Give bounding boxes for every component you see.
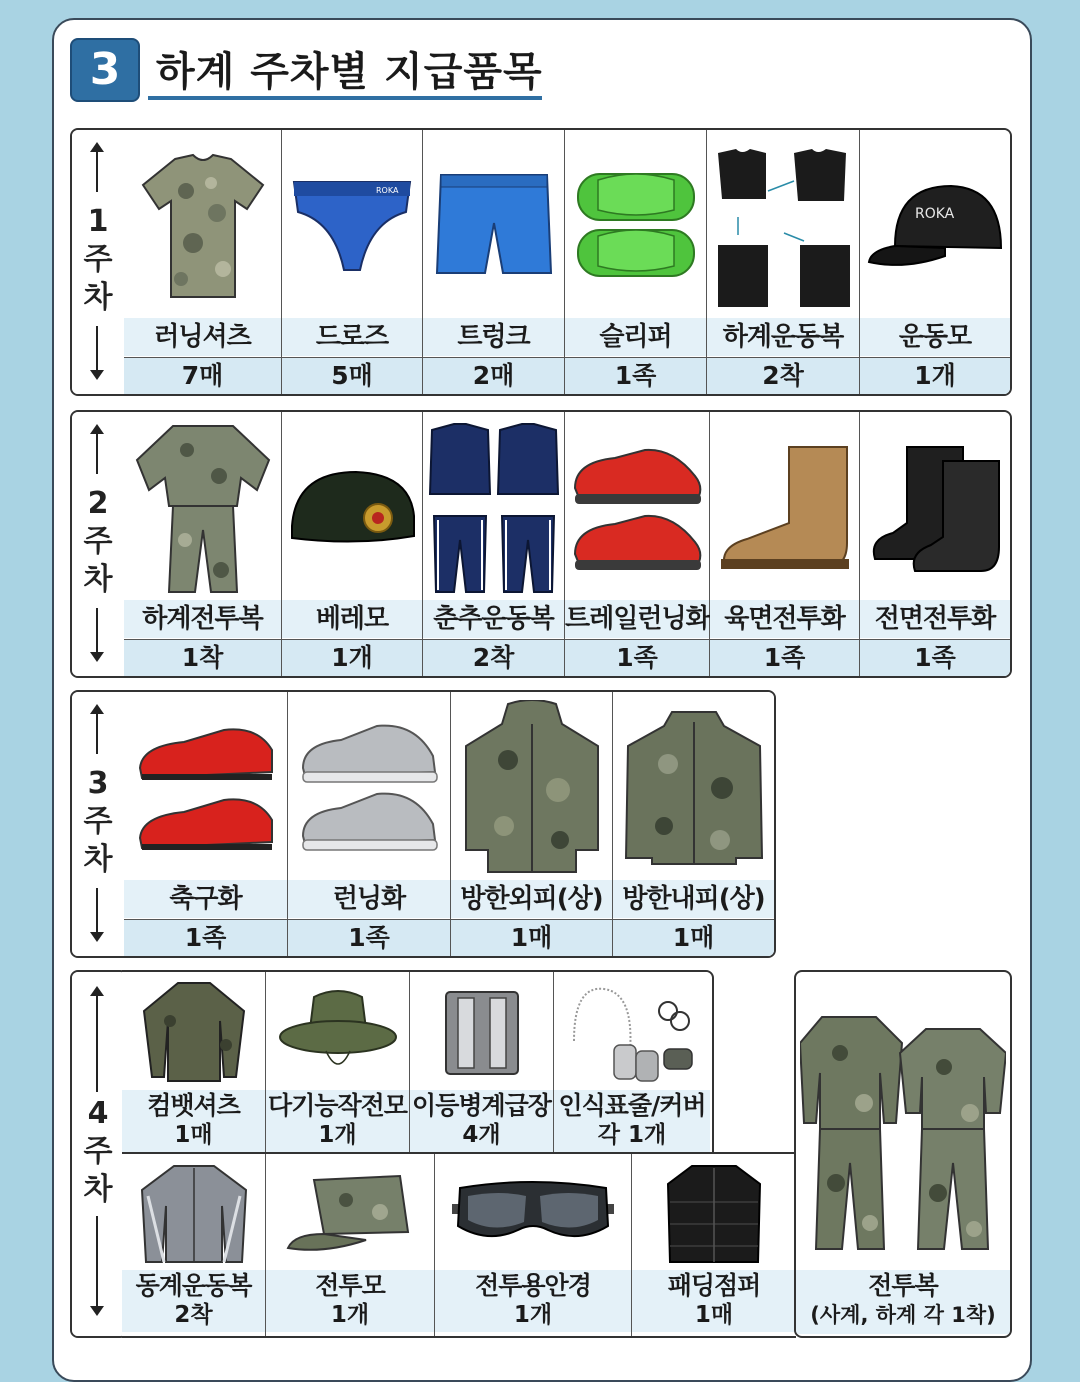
week-label-cha: 차 bbox=[83, 562, 113, 597]
tracksuit-icon bbox=[423, 416, 564, 600]
item-name: 전면전투화 bbox=[860, 600, 1010, 638]
winter-jacket-icon bbox=[122, 1158, 265, 1270]
week-1-label bbox=[72, 130, 126, 394]
item-ballistic-goggles bbox=[435, 1154, 632, 1336]
item-quantity: 1족 bbox=[565, 357, 706, 394]
item-name: 트렁크 bbox=[423, 318, 564, 356]
baseball-cap-icon bbox=[860, 134, 1010, 318]
item-summer-combat-uniform bbox=[124, 412, 282, 676]
camo-tshirt-icon bbox=[124, 134, 281, 318]
item-spring-fall-tracksuit bbox=[423, 412, 565, 676]
item-name: 운동모 bbox=[860, 318, 1010, 356]
item-name: 동계운동복 bbox=[135, 1271, 252, 1300]
item-name: 전투복 bbox=[868, 1271, 938, 1300]
cap-logo-text: ROKA bbox=[915, 206, 955, 222]
item-quantity: 1족 bbox=[860, 639, 1010, 676]
item-label bbox=[410, 1090, 553, 1152]
item-name: 러닝셔츠 bbox=[124, 318, 281, 356]
week-4-bottom-row bbox=[122, 1152, 796, 1338]
item-combat-cap bbox=[266, 1154, 435, 1336]
item-name: 이등병계급장 bbox=[412, 1091, 551, 1120]
section-title: 하계 주차별 지급품목 bbox=[156, 49, 543, 95]
item-name: 인식표줄/커버 bbox=[558, 1091, 706, 1120]
week-4-label-box bbox=[70, 970, 128, 1338]
item-label bbox=[435, 1270, 631, 1332]
week-label-ju: 주 bbox=[83, 524, 113, 559]
item-name: 트레일런닝화 bbox=[565, 600, 709, 638]
item-quantity: 1족 bbox=[710, 639, 859, 676]
item-quantity: 2매 bbox=[423, 357, 564, 394]
week-label-ju: 주 bbox=[83, 804, 113, 839]
item-quantity: 1개 bbox=[513, 1302, 553, 1328]
item-name: 전투모 bbox=[315, 1271, 385, 1300]
rank-insignia-icon bbox=[410, 976, 553, 1090]
item-trail-running-shoes bbox=[565, 412, 710, 676]
item-running-shirt bbox=[124, 130, 282, 394]
week-1-table bbox=[70, 128, 1012, 396]
soccer-cleats-icon bbox=[124, 696, 287, 880]
pt-uniform-icon bbox=[707, 134, 859, 318]
item-name: 런닝화 bbox=[288, 880, 450, 918]
item-quantity: 각 1개 bbox=[597, 1122, 667, 1148]
arrow-down-icon bbox=[96, 1216, 98, 1314]
item-name: 컴뱃셔츠 bbox=[147, 1091, 240, 1120]
week-label-ju: 주 bbox=[83, 242, 113, 277]
week-2-label bbox=[72, 412, 126, 676]
item-quantity: 1족 bbox=[565, 639, 709, 676]
item-running-shoes bbox=[288, 692, 451, 956]
item-label bbox=[796, 1270, 1010, 1334]
item-cold-weather-liner bbox=[613, 692, 774, 956]
title-underline bbox=[148, 96, 542, 100]
item-label bbox=[122, 1270, 265, 1332]
section-number-badge: 3 bbox=[70, 38, 140, 102]
trail-shoes-icon bbox=[565, 416, 709, 600]
item-quantity: 1착 bbox=[124, 639, 281, 676]
item-label bbox=[122, 1090, 265, 1152]
padded-jacket-icon bbox=[632, 1158, 796, 1270]
item-quantity: (사계, 하계 각 1착) bbox=[810, 1303, 996, 1327]
week-4-label bbox=[72, 972, 124, 1336]
arrow-down-icon bbox=[96, 608, 98, 660]
item-beret bbox=[282, 412, 423, 676]
item-drawers bbox=[282, 130, 423, 394]
arrow-up-icon bbox=[96, 144, 98, 192]
arrow-down-icon bbox=[96, 326, 98, 378]
item-quantity: 1개 bbox=[860, 357, 1010, 394]
trunks-icon bbox=[423, 134, 564, 318]
item-quantity: 7매 bbox=[124, 357, 281, 394]
black-boots-icon bbox=[860, 416, 1010, 600]
week-label-cha: 차 bbox=[83, 1172, 113, 1207]
item-name: 축구화 bbox=[124, 880, 287, 918]
item-winter-tracksuit bbox=[122, 1154, 266, 1336]
patrol-cap-icon bbox=[266, 1158, 434, 1270]
item-quantity: 1개 bbox=[330, 1302, 370, 1328]
camo-parka-icon bbox=[451, 696, 612, 880]
item-name: 하계전투복 bbox=[124, 600, 281, 638]
week-number: 3 bbox=[87, 766, 109, 801]
arrow-down-icon bbox=[96, 888, 98, 940]
week-2-table bbox=[70, 410, 1012, 678]
item-boonie-hat bbox=[266, 972, 410, 1156]
dog-tags-icon bbox=[554, 976, 710, 1090]
item-soccer-cleats bbox=[124, 692, 288, 956]
slippers-icon bbox=[565, 134, 706, 318]
week-3-label bbox=[72, 692, 126, 956]
item-quantity: 5매 bbox=[282, 357, 422, 394]
item-name: 슬리퍼 bbox=[565, 318, 706, 356]
beret-icon bbox=[282, 416, 422, 600]
item-dog-tags bbox=[554, 972, 710, 1156]
item-cold-weather-parka bbox=[451, 692, 613, 956]
week-label-cha: 차 bbox=[83, 280, 113, 315]
item-slippers bbox=[565, 130, 707, 394]
item-combat-shirt bbox=[122, 972, 266, 1156]
item-name: 춘추운동복 bbox=[423, 600, 564, 638]
item-summer-pt-uniform bbox=[707, 130, 860, 394]
item-quantity: 1매 bbox=[694, 1302, 734, 1328]
combat-uniforms-icon bbox=[796, 1000, 1010, 1266]
item-quantity: 2착 bbox=[423, 639, 564, 676]
item-name: 전투용안경 bbox=[475, 1271, 591, 1300]
item-quantity: 1매 bbox=[613, 919, 774, 956]
combat-uniform-icon bbox=[124, 416, 281, 600]
item-label bbox=[554, 1090, 710, 1152]
item-trunks bbox=[423, 130, 565, 394]
item-label bbox=[632, 1270, 796, 1332]
item-sports-cap bbox=[860, 130, 1010, 394]
item-quantity: 1족 bbox=[288, 919, 450, 956]
arrow-up-icon bbox=[96, 706, 98, 754]
item-name: 패딩점퍼 bbox=[667, 1271, 761, 1300]
item-label bbox=[266, 1090, 409, 1152]
briefs-icon bbox=[282, 134, 422, 318]
item-private-rank-insignia bbox=[410, 972, 554, 1156]
item-quantity: 1개 bbox=[318, 1122, 357, 1148]
item-quantity: 1족 bbox=[124, 919, 287, 956]
week-number: 2 bbox=[87, 486, 109, 521]
item-black-combat-boots bbox=[860, 412, 1010, 676]
item-quantity: 1매 bbox=[174, 1122, 213, 1148]
week-number: 4 bbox=[87, 1096, 109, 1131]
item-quantity: 2착 bbox=[174, 1302, 213, 1328]
svg-text:ROKA: ROKA bbox=[376, 186, 399, 195]
item-tan-combat-boots bbox=[710, 412, 860, 676]
camo-liner-icon bbox=[613, 696, 774, 880]
combat-shirt-icon bbox=[122, 976, 265, 1090]
item-quantity: 1개 bbox=[282, 639, 422, 676]
item-name: 다기능작전모 bbox=[268, 1091, 407, 1120]
item-name: 베레모 bbox=[282, 600, 422, 638]
item-combat-uniforms bbox=[794, 970, 1012, 1338]
week-3-table bbox=[70, 690, 776, 958]
arrow-up-icon bbox=[96, 426, 98, 474]
item-name: 방한내피(상) bbox=[613, 880, 774, 918]
item-name: 방한외피(상) bbox=[451, 880, 612, 918]
running-shoes-icon bbox=[288, 696, 450, 880]
arrow-up-icon bbox=[96, 988, 98, 1092]
item-name: 하계운동복 bbox=[707, 318, 859, 356]
item-padded-jumper bbox=[632, 1154, 796, 1336]
week-label-ju: 주 bbox=[83, 1134, 113, 1169]
item-quantity: 4개 bbox=[462, 1122, 501, 1148]
goggles-icon bbox=[435, 1158, 631, 1270]
item-label bbox=[266, 1270, 434, 1332]
item-quantity: 2착 bbox=[707, 357, 859, 394]
tan-boots-icon bbox=[710, 416, 859, 600]
week-4-top-row bbox=[122, 970, 714, 1158]
item-name: 드로즈 bbox=[282, 318, 422, 356]
item-quantity: 1매 bbox=[451, 919, 612, 956]
week-number: 1 bbox=[87, 204, 109, 239]
item-name: 육면전투화 bbox=[710, 600, 859, 638]
boonie-hat-icon bbox=[266, 976, 409, 1090]
week-label-cha: 차 bbox=[83, 842, 113, 877]
